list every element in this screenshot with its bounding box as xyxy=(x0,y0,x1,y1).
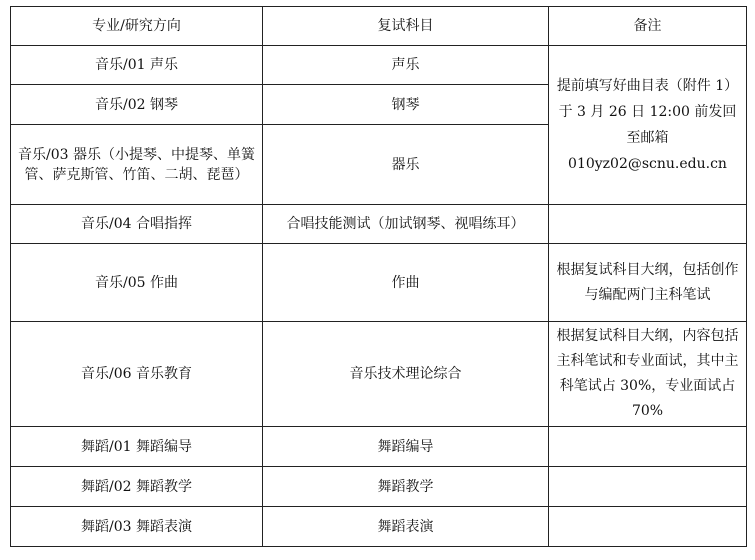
header-note: 备注 xyxy=(549,7,747,46)
note-cell xyxy=(549,467,747,507)
major-cell: 音乐/02 钢琴 xyxy=(11,85,263,125)
header-subject: 复试科目 xyxy=(263,7,549,46)
table-row xyxy=(11,322,747,427)
subject-cell: 合唱技能测试（加试钢琴、视唱练耳） xyxy=(263,205,549,244)
header-major: 专业/研究方向 xyxy=(11,7,263,46)
note-cell xyxy=(549,205,747,244)
major-cell: 舞蹈/02 舞蹈教学 xyxy=(11,467,263,507)
major-cell: 音乐/04 合唱指挥 xyxy=(11,205,263,244)
subject-cell: 舞蹈表演 xyxy=(263,507,549,547)
subject-cell: 作曲 xyxy=(263,244,549,322)
major-cell: 音乐/01 声乐 xyxy=(11,46,263,85)
subject-cell: 舞蹈教学 xyxy=(263,467,549,507)
subject-cell: 器乐 xyxy=(263,125,549,205)
major-cell: 音乐/06 音乐教育 xyxy=(11,322,263,427)
table-row xyxy=(11,205,747,244)
major-cell: 舞蹈/01 舞蹈编导 xyxy=(11,427,263,467)
note-cell: 根据复试科目大纲，包括创作与编配两门主科笔试 xyxy=(549,244,747,322)
table-row xyxy=(11,244,747,322)
note-cell xyxy=(549,507,747,547)
table-row xyxy=(11,46,747,85)
subject-cell: 钢琴 xyxy=(263,85,549,125)
note-cell: 根据复试科目大纲，内容包括主科笔试和专业面试，其中主科笔试占 30%，专业面试占 70% xyxy=(549,322,747,427)
subject-cell: 音乐技术理论综合 xyxy=(263,322,549,427)
table-row xyxy=(11,467,747,507)
table-row xyxy=(11,427,747,467)
subject-cell: 声乐 xyxy=(263,46,549,85)
header-row xyxy=(11,7,747,46)
major-cell: 音乐/05 作曲 xyxy=(11,244,263,322)
exam-subjects-table xyxy=(10,6,747,547)
note-cell-merged: 提前填写好曲目表（附件 1）于 3 月 26 日 12:00 前发回至邮箱 010yz02@scnu.edu.cn xyxy=(549,46,747,205)
major-cell: 音乐/03 器乐（小提琴、中提琴、单簧管、萨克斯管、竹笛、二胡、琵琶） xyxy=(11,125,263,205)
major-cell: 舞蹈/03 舞蹈表演 xyxy=(11,507,263,547)
subject-cell: 舞蹈编导 xyxy=(263,427,549,467)
table-row xyxy=(11,507,747,547)
note-cell xyxy=(549,427,747,467)
